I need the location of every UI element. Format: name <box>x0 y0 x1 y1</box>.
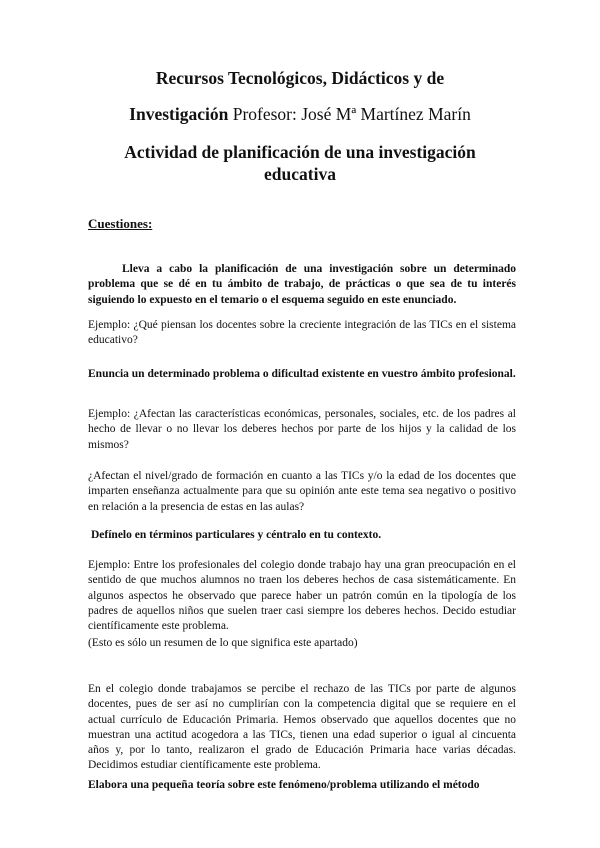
school-paragraph: En el colegio donde trabajamos se percibe el rechazo de las TICs por parte de algunos docentes, pues de ser así no cumplirían con la competencia digital que se requiere en el actual currículo de Educación Primaria. Hemos observado que aquellos docentes que no muestran una actitud acogedora a las TICs, tienen una edad superior o igual al cincuenta años y, por lo tanto, realizaron el grado de Educación Primaria hace varias décadas. Decidimos estudiar científicamente este problema. <box>88 683 516 772</box>
title-professor: Profesor: José Mª Martínez Marín <box>228 104 471 124</box>
example-1-paragraph: Ejemplo: ¿Qué piensan los docentes sobre la creciente integración de las TICs en el sistema educativo? <box>88 319 516 347</box>
cuestiones-heading: Cuestiones: <box>88 216 153 231</box>
affect-question-paragraph: ¿Afectan el nivel/grado de formación en cuanto a las TICs y/o la edad de los docentes que imparten enseñanza actualmente para que su opinión ante este tema sea negativo o positivo en relación a la presencia de estas en las aulas? <box>88 470 516 513</box>
summary-note: (Esto es sólo un resumen de lo que significa este apartado) <box>88 637 358 649</box>
instruction-paragraph: Lleva a cabo la planificación de una investigación sobre un determinado problema que se dé en tu ámbito de trabajo, de prácticas o que sea de tu interés siguiendo lo expuesto en el temario o el esquema seguido en este enunciado. <box>88 263 516 306</box>
activity-title-line-1: Actividad de planificación de una investigación <box>124 142 476 162</box>
example-2-paragraph: Ejemplo: ¿Afectan las características económicas, personales, sociales, etc. de los padres al hecho de llevar o no llevar los deberes hechos por parte de los hijos y la calidad de los mismos? <box>88 408 516 451</box>
enunciate-paragraph: Enuncia un determinado problema o dificultad existente en vuestro ámbito profesional. <box>88 368 516 380</box>
activity-title-line-2: educativa <box>264 164 336 184</box>
title-line-1: Recursos Tecnológicos, Didácticos y de <box>155 68 445 88</box>
elaborate-paragraph: Elabora una pequeña teoría sobre este fenómeno/problema utilizando el método <box>88 779 480 791</box>
example-3-paragraph: Ejemplo: Entre los profesionales del colegio donde trabajo hay una gran preocupación en el sentido de que muchos alumnos no traen los deberes hechos de casa sistemáticamente. En algunos aspectos he observado que parece haber un patrón común en la tipología de los padres de aquellos niños que suelen traer casi siempre los deberes hechos. Decido estudiar científicamente este problema. <box>88 559 516 633</box>
title-investigacion: Investigación <box>129 104 229 124</box>
title-line-2 <box>0 104 600 124</box>
define-paragraph: Defínelo en términos particulares y céntralo en tu contexto. <box>91 529 382 541</box>
